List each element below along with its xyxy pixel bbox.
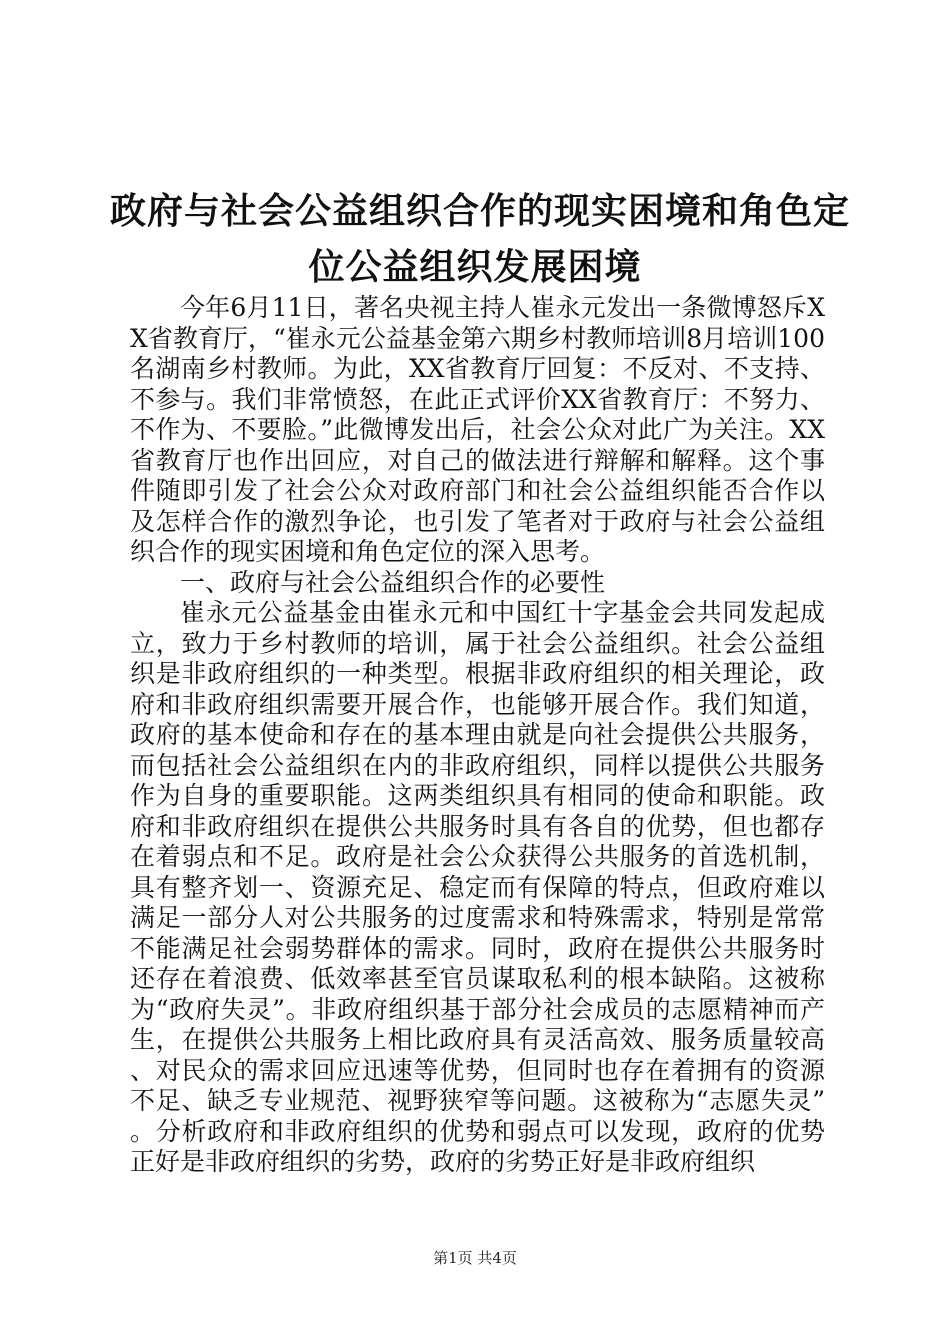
paragraph-intro: 今年6月11日，著名央视主持人崔永元发出一条微博怒斥XX省教育厅，“崔永元公益基金第六期乡村教师培训8月培训100名湖南乡村教师。为此，XX省教育厅回复：不反对、不支持、不参与。我们非常愤怒，在此正式评价XX省教育厅：不努力、不作为、不要脸。”此微博发出后，社会公众对此广为关注。XX省教育厅也作出回应，对自己的做法进行辩解和解释。这个事件随即引发了社会公众对政府部门和社会公益组织能否合作以及怎样合作的激烈争论，也引发了笔者对于政府与社会公益组织合作的现实困境和角色定位的深入思考。	[130, 293, 825, 566]
document-body	[130, 293, 825, 1178]
section-heading: 一、政府与社会公益组织合作的必要性	[180, 567, 606, 597]
title-line-2: 位公益组织发展困境	[308, 246, 642, 288]
title-line-1: 政府与社会公益组织合作的现实困境和角色定	[110, 190, 851, 232]
page-footer: 第1页 共4页	[433, 1249, 517, 1267]
paragraph-necessity: 崔永元公益基金由崔永元和中国红十字基金会共同发起成立，致力于乡村教师的培训，属于社会公益组织。社会公益组织是非政府组织的一种类型。根据非政府组织的相关理论，政府和非政府组织需要开展合作，也能够开展合作。我们知道，政府的基本使命和存在的基本理由就是向社会提供公共服务，而包括社会公益组织在内的非政府组织，同样以提供公共服务作为自身的重要职能。这两类组织具有相同的使命和职能。政府和非政府组织在提供公共服务时具有各自的优势，但也都存在着弱点和不足。政府是社会公众获得公共服务的首选机制，具有整齐划一、资源充足、稳定而有保障的特点，但政府难以满足一部分人对公共服务的过度需求和特殊需求，特别是常常不能满足社会弱势群体的需求。同时，政府在提供公共服务时还存在着浪费、低效率甚至官员谋取私利的根本缺陷。这被称为“政府失灵”。非政府组织基于部分社会成员的志愿精神而产生，在提供公共服务上相比政府具有灵活高效、服务质量较高、对民众的需求回应迅速等优势，但同时也存在着拥有的资源不足、缺乏专业规范、视野狭窄等问题。这被称为“志愿失灵”。分析政府和非政府组织的优势和弱点可以发现，政府的优势正好是非政府组织的劣势，政府的劣势正好是非政府组织	[130, 598, 825, 1176]
document-title	[110, 183, 851, 295]
